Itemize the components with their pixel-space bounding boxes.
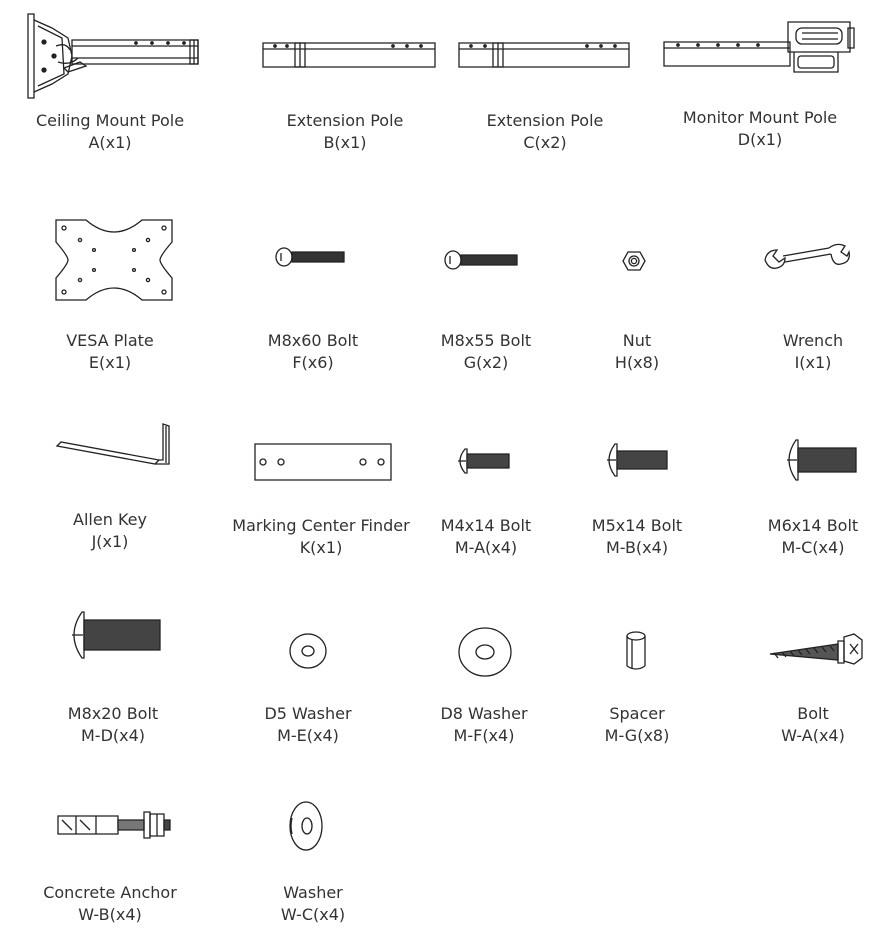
wrench-label: [713, 330, 874, 374]
part-name: M8x20 Bolt: [67, 704, 159, 723]
m8x60-bolt-drawing: [274, 245, 346, 269]
extension-pole-b-label: [245, 110, 445, 154]
allen-key-label: [10, 509, 210, 553]
m6x14-bolt-label: [713, 515, 874, 559]
washer-wc-label: [213, 882, 413, 926]
d5-washer-drawing: [288, 632, 328, 670]
extension-pole-b-drawing: [261, 40, 437, 70]
part-name: Concrete Anchor: [43, 883, 177, 902]
part-code: C(x2): [523, 133, 567, 152]
m8x20-bolt-label: [13, 703, 213, 747]
part-name: VESA Plate: [66, 331, 154, 350]
part-code: M-F(x4): [453, 726, 515, 745]
part-code: G(x2): [463, 353, 509, 372]
part-name: Ceiling Mount Pole: [35, 111, 185, 130]
part-code: M-B(x4): [605, 538, 669, 557]
part-name: Extension Pole: [286, 111, 404, 130]
part-name: M4x14 Bolt: [440, 516, 532, 535]
m6x14-bolt-drawing: [780, 438, 858, 482]
part-name: D8 Washer: [440, 704, 528, 723]
part-name: Nut: [622, 331, 652, 350]
monitor-mount-pole-label: [660, 107, 860, 151]
part-name: Monitor Mount Pole: [682, 108, 838, 127]
concrete-anchor-label: [10, 882, 210, 926]
part-name: Bolt: [797, 704, 829, 723]
part-code: W-C(x4): [280, 905, 346, 924]
spacer-drawing: [624, 630, 648, 672]
wrench-drawing: [763, 240, 851, 280]
lag-bolt-drawing: [768, 632, 864, 666]
part-code: M-E(x4): [277, 726, 339, 745]
part-name: D5 Washer: [264, 704, 352, 723]
vesa-plate-drawing: [50, 216, 178, 304]
marking-center-finder-drawing: [253, 442, 393, 482]
part-code: M-A(x4): [454, 538, 518, 557]
part-code: M-C(x4): [781, 538, 845, 557]
m5x14-bolt-label: [537, 515, 737, 559]
part-code: M-G(x8): [604, 726, 670, 745]
part-code: A(x1): [88, 133, 132, 152]
part-name: Wrench: [782, 331, 844, 350]
part-code: B(x1): [323, 133, 367, 152]
part-code: W-B(x4): [78, 905, 142, 924]
part-name: Marking Center Finder: [232, 516, 410, 535]
vesa-plate-label: [10, 330, 210, 374]
m8x20-bolt-drawing: [64, 610, 162, 660]
part-code: W-A(x4): [781, 726, 845, 745]
m8x60-bolt-label: [213, 330, 413, 374]
part-name: Allen Key: [73, 510, 147, 529]
m4x14-bolt-drawing: [453, 446, 511, 476]
nut-label: [537, 330, 737, 374]
washer-wc-drawing: [287, 800, 325, 852]
d8-washer-drawing: [457, 626, 513, 678]
lag-bolt-label: [713, 703, 874, 747]
part-code: J(x1): [91, 532, 129, 551]
spacer-label: [537, 703, 737, 747]
d5-washer-label: [208, 703, 408, 747]
m8x55-bolt-drawing: [443, 248, 519, 272]
part-name: M6x14 Bolt: [767, 516, 859, 535]
m5x14-bolt-drawing: [601, 442, 669, 478]
nut-drawing: [622, 250, 646, 272]
part-name: M5x14 Bolt: [591, 516, 683, 535]
part-code: H(x8): [614, 353, 660, 372]
part-name: M8x55 Bolt: [440, 331, 532, 350]
allen-key-drawing: [55, 422, 175, 474]
part-code: E(x1): [88, 353, 132, 372]
extension-pole-c-drawing: [457, 40, 631, 70]
part-code: F(x6): [292, 353, 334, 372]
ceiling-mount-pole-label: [10, 110, 210, 154]
part-name: Spacer: [609, 704, 665, 723]
concrete-anchor-drawing: [56, 808, 172, 842]
extension-pole-c-label: [445, 110, 645, 154]
part-code: D(x1): [737, 130, 783, 149]
part-name: Washer: [283, 883, 343, 902]
part-name: Extension Pole: [486, 111, 604, 130]
ceiling-mount-pole-drawing: [24, 12, 204, 102]
part-code: M-D(x4): [80, 726, 146, 745]
monitor-mount-pole-drawing: [662, 20, 856, 82]
part-code: K(x1): [299, 538, 343, 557]
part-code: I(x1): [794, 353, 832, 372]
part-name: M8x60 Bolt: [267, 331, 359, 350]
